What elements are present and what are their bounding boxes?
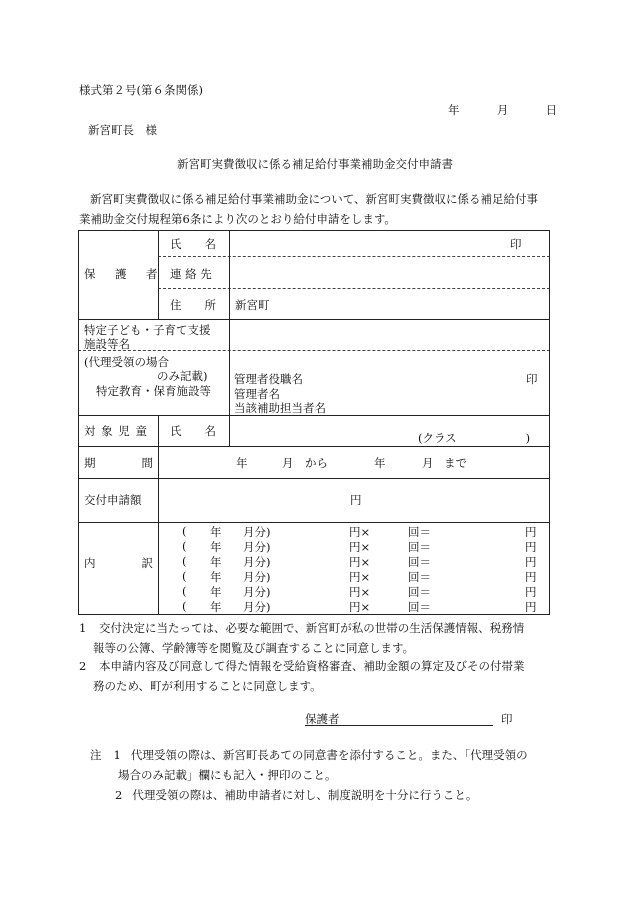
date-month: 月 [496, 103, 509, 117]
breakdown-row-open: ( [182, 599, 187, 613]
proxy-label-1: (代理受領の場合 [84, 355, 169, 369]
note-2-number: 2 [115, 788, 123, 802]
breakdown-row-yen: 円 [525, 540, 537, 554]
staff-name: 当該補助担当者名 [234, 401, 326, 415]
dashed-divider [158, 256, 550, 257]
period-year-to: 年 [374, 456, 386, 470]
row-line [78, 319, 550, 320]
note-1-number: 1 [113, 748, 121, 762]
breakdown-label: 内 訳 [84, 556, 153, 570]
date-line [448, 102, 557, 118]
consent-item-2 [79, 656, 559, 696]
facility-label-2: 施設等名 [84, 337, 130, 351]
guardian-signature-label: 保護者 [305, 712, 340, 726]
intro-paragraph [79, 189, 553, 229]
period-to: まで [444, 456, 467, 470]
consent-2-line-2: 務のため、町が利用することに同意します。 [93, 679, 322, 693]
note-2 [115, 785, 585, 805]
proxy-label-3: 特定教育・保育施設等 [96, 384, 211, 398]
amount-unit: 円 [350, 493, 362, 507]
breakdown-row-year: 年 [210, 570, 222, 584]
consent-1-line-1: 交付決定に当たっては、必要な範囲で、新宮町が私の世帯の生活保護情報、税務情 [99, 621, 525, 635]
breakdown-row-open: ( [182, 554, 187, 568]
class-label: (クラス ) [418, 431, 531, 445]
breakdown-row-yen-times: 円× [349, 525, 371, 539]
proxy-label-2: のみ記載) [157, 369, 208, 383]
manager-title: 管理者役職名 [234, 372, 303, 386]
breakdown-row-year: 年 [210, 600, 222, 614]
breakdown-row-month: 月分) [243, 525, 271, 539]
breakdown-row-yen: 円 [525, 525, 537, 539]
name-seal: 印 [510, 237, 522, 251]
breakdown-row-month: 月分) [243, 540, 271, 554]
date-day: 日 [545, 103, 558, 117]
breakdown-row-yen-times: 円× [349, 540, 371, 554]
consent-2-line-1: 本申請内容及び同意して得た情報を受給資格審査、補助金額の算定及びその付帯業 [99, 659, 525, 673]
period-month-to: 月 [422, 456, 434, 470]
breakdown-row-yen-times: 円× [349, 555, 371, 569]
table-right-border [549, 230, 550, 615]
period-from: から [305, 456, 328, 470]
intro-line-2: 業補助金交付規程第6条により次のとおり給付申請をします。 [79, 212, 396, 226]
consent-1-number: 1 [79, 621, 87, 635]
breakdown-row-month: 月分) [243, 570, 271, 584]
table-top-border [78, 230, 550, 231]
breakdown-row-yen: 円 [525, 570, 537, 584]
date-year: 年 [448, 103, 460, 117]
column-line [229, 415, 230, 447]
signature-seal: 印 [501, 712, 513, 726]
breakdown-row-open: ( [182, 539, 187, 553]
document-title: 新宮町実費徴収に係る補足給付事業補助金交付申請書 [177, 157, 453, 171]
breakdown-row-month: 月分) [243, 555, 271, 569]
consent-2-number: 2 [79, 659, 87, 673]
manager-name: 管理者名 [234, 387, 280, 401]
breakdown-row-yen-times: 円× [349, 600, 371, 614]
breakdown-row-year: 年 [210, 555, 222, 569]
guardian-label: 保 護 者 [84, 267, 162, 281]
breakdown-row-times-eq: 回＝ [408, 570, 431, 584]
breakdown-row-yen: 円 [525, 555, 537, 569]
breakdown-row-open: ( [182, 569, 187, 583]
note-2-line-1: 代理受領の際は、補助申請者に対し、制度説明を十分に行うこと。 [132, 788, 478, 802]
consent-1-line-2: 報等の公簿、学齢簿等を閲覧及び調査することに同意します。 [93, 641, 415, 655]
manager-seal: 印 [526, 372, 538, 386]
addressee: 新宮町長 様 [88, 123, 157, 137]
notes-prefix: 注 [90, 748, 102, 762]
dashed-divider [158, 288, 550, 289]
breakdown-row-times-eq: 回＝ [408, 585, 431, 599]
address-value: 新宮町 [235, 298, 270, 312]
breakdown-row-yen-times: 円× [349, 570, 371, 584]
breakdown-row-open: ( [182, 524, 187, 538]
table-left-border [78, 230, 79, 615]
table-bottom-border [78, 614, 550, 615]
breakdown-row-year: 年 [210, 525, 222, 539]
breakdown-row-yen: 円 [525, 585, 537, 599]
column-line [229, 230, 230, 320]
facility-label-1: 特定子ども・子育て支援 [84, 323, 211, 337]
row-line [78, 522, 550, 523]
breakdown-row-yen-times: 円× [349, 585, 371, 599]
child-label: 対 象 児 童 [84, 424, 148, 438]
period-year-from: 年 [236, 456, 248, 470]
column-line [158, 415, 159, 615]
child-name-label: 氏 名 [170, 424, 216, 438]
breakdown-row-year: 年 [210, 540, 222, 554]
form-number: 様式第２号(第６条関係) [79, 83, 203, 97]
breakdown-row-month: 月分) [243, 585, 271, 599]
name-label: 氏 名 [170, 237, 216, 251]
amount-label: 交付申請額 [84, 493, 142, 507]
note-1-line-1: 代理受領の際は、新宮町長あての同意書を添付すること。また、「代理受領の [130, 748, 528, 762]
breakdown-row-times-eq: 回＝ [408, 600, 431, 614]
note-1 [90, 745, 560, 785]
breakdown-row-yen: 円 [525, 600, 537, 614]
breakdown-row-open: ( [182, 584, 187, 598]
note-1-line-2: 場合のみ記載」欄にも記入・押印のこと。 [118, 768, 337, 782]
column-line [229, 319, 230, 416]
signature-line [305, 725, 493, 726]
period-month-from: 月 [282, 456, 294, 470]
period-label: 期 間 [84, 456, 153, 470]
breakdown-row-times-eq: 回＝ [408, 555, 431, 569]
row-line [78, 446, 550, 447]
dashed-divider [78, 350, 550, 351]
address-label: 住 所 [170, 298, 216, 312]
breakdown-row-times-eq: 回＝ [408, 525, 431, 539]
breakdown-row-year: 年 [210, 585, 222, 599]
contact-label: 連 絡 先 [170, 267, 212, 281]
intro-line-1: 新宮町実費徴収に係る補足給付事業補助金について、新宮町実費徴収に係る補足給付事 [90, 192, 539, 206]
consent-item-1 [79, 618, 559, 658]
breakdown-row-times-eq: 回＝ [408, 540, 431, 554]
breakdown-row-month: 月分) [243, 600, 271, 614]
row-line [78, 478, 550, 479]
